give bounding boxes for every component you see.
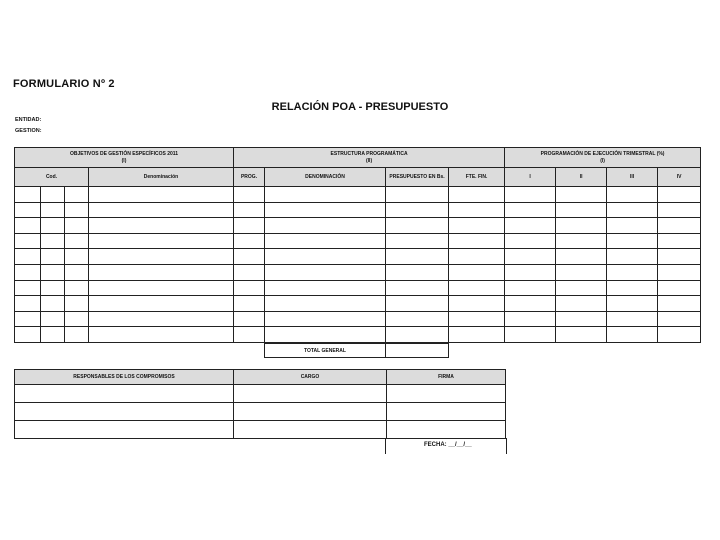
gestion-label: GESTION: [15,128,42,134]
table-cell[interactable] [89,264,234,280]
table-cell[interactable] [449,311,505,327]
table-cell[interactable] [15,385,234,403]
table-cell[interactable] [607,311,658,327]
table-cell[interactable] [41,249,65,265]
total-general-value[interactable] [386,344,449,358]
table-row [15,264,701,280]
table-cell[interactable] [265,218,386,234]
table-cell[interactable] [556,311,607,327]
table-cell[interactable] [15,327,41,343]
col-header-q2: II [556,168,607,187]
table-cell[interactable] [607,233,658,249]
table-cell[interactable] [387,403,506,421]
table-cell[interactable] [658,311,701,327]
table-cell[interactable] [505,296,556,312]
col-header-prog: PROG. [234,168,265,187]
group-header-label: ESTRUCTURA PROGRAMÁTICA [330,150,408,157]
table-cell[interactable] [607,249,658,265]
table-cell[interactable] [556,296,607,312]
document-title: RELACIÓN POA - PRESUPUESTO [271,101,449,113]
group-header-estructura [234,148,505,168]
table-cell[interactable] [505,187,556,203]
table-row [15,280,701,296]
table-cell[interactable] [449,218,505,234]
table-cell[interactable] [505,249,556,265]
table-cell[interactable] [265,202,386,218]
table-cell[interactable] [234,202,265,218]
table-cell[interactable] [449,249,505,265]
table-cell[interactable] [89,218,234,234]
table-cell[interactable] [386,280,449,296]
total-general-label: TOTAL GENERAL [265,344,386,358]
table-cell[interactable] [505,233,556,249]
table-cell[interactable] [234,421,387,439]
table-cell[interactable] [234,280,265,296]
table-cell[interactable] [65,233,89,249]
table-cell[interactable] [386,327,449,343]
table-cell[interactable] [234,385,387,403]
table-cell[interactable] [265,233,386,249]
table-cell[interactable] [556,264,607,280]
table-cell[interactable] [658,296,701,312]
table-cell[interactable] [658,187,701,203]
table-cell[interactable] [89,202,234,218]
table-cell[interactable] [234,218,265,234]
table-row [15,187,701,203]
table-cell[interactable] [41,296,65,312]
table-cell[interactable] [607,327,658,343]
table-cell[interactable] [449,187,505,203]
table-cell[interactable] [386,233,449,249]
table-cell[interactable] [41,280,65,296]
table-cell[interactable] [658,264,701,280]
table-cell[interactable] [89,280,234,296]
table-row [15,218,701,234]
group-header-sub: (II) [366,157,373,164]
table-cell[interactable] [607,202,658,218]
table-cell[interactable] [556,187,607,203]
table-cell[interactable] [41,233,65,249]
table-cell[interactable] [15,233,41,249]
table-cell[interactable] [386,218,449,234]
group-header-sub: (I) [121,157,127,164]
table-cell[interactable] [234,187,265,203]
table-row [15,403,506,421]
table-cell[interactable] [658,249,701,265]
table-cell[interactable] [15,218,41,234]
table-cell[interactable] [505,264,556,280]
table-cell[interactable] [658,218,701,234]
col-header-responsables: RESPONSABLES DE LOS COMPROMISOS [15,370,234,385]
group-header-row [15,148,701,168]
table-row [15,421,506,439]
group-header-sub: (I) [600,157,605,164]
table-cell[interactable] [505,280,556,296]
table-cell[interactable] [65,280,89,296]
table-cell[interactable] [265,264,386,280]
table-cell[interactable] [234,249,265,265]
table-row [15,327,701,343]
table-cell[interactable] [89,327,234,343]
table-cell[interactable] [15,187,41,203]
total-row [265,344,449,358]
col-header-q1: I [505,168,556,187]
table-cell[interactable] [505,311,556,327]
main-table-body [15,187,701,343]
table-cell[interactable] [386,249,449,265]
table-cell[interactable] [41,218,65,234]
table-cell[interactable] [265,296,386,312]
table-cell[interactable] [15,202,41,218]
table-cell[interactable] [556,218,607,234]
table-cell[interactable] [265,311,386,327]
table-cell[interactable] [386,202,449,218]
poa-budget-table [14,147,701,343]
table-cell[interactable] [65,327,89,343]
table-cell[interactable] [505,202,556,218]
table-cell[interactable] [265,187,386,203]
table-cell[interactable] [607,187,658,203]
table-cell[interactable] [265,327,386,343]
table-cell[interactable] [607,218,658,234]
table-cell[interactable] [265,249,386,265]
table-cell[interactable] [556,280,607,296]
col-header-presupuesto: PRESUPUESTO EN Bs. [386,168,449,187]
col-header-cargo: CARGO [234,370,387,385]
form-number: FORMULARIO Nº 2 [13,78,115,90]
column-header-row [15,168,701,187]
group-header-programacion [505,148,701,168]
table-cell[interactable] [234,233,265,249]
table-cell[interactable] [386,187,449,203]
table-row [15,233,701,249]
table-cell[interactable] [234,311,265,327]
table-cell[interactable] [386,296,449,312]
table-cell[interactable] [449,233,505,249]
col-header-firma: FIRMA [387,370,506,385]
group-header-label: OBJETIVOS DE GESTIÓN ESPECÍFICOS 2011 [69,150,179,157]
table-cell[interactable] [449,296,505,312]
responsables-table [14,369,506,439]
total-table [264,343,449,358]
table-cell[interactable] [65,187,89,203]
table-cell[interactable] [234,327,265,343]
table-row [15,249,701,265]
table-cell[interactable] [556,249,607,265]
table-cell[interactable] [15,280,41,296]
table-cell[interactable] [449,327,505,343]
table-cell[interactable] [41,311,65,327]
table-cell[interactable] [41,264,65,280]
col-header-denominacion-programatica: DENOMINACIÓN [265,168,386,187]
table-cell[interactable] [89,233,234,249]
table-cell[interactable] [15,249,41,265]
table-cell[interactable] [89,311,234,327]
col-header-fte-fin: FTE. FIN. [449,168,505,187]
table-cell[interactable] [15,421,234,439]
entidad-label: ENTIDAD: [15,117,42,123]
table-cell[interactable] [65,249,89,265]
responsables-header-row [15,370,506,385]
table-cell[interactable] [449,202,505,218]
table-cell[interactable] [234,264,265,280]
table-cell[interactable] [658,327,701,343]
group-header-label: PROGRAMACIÓN DE EJECUCIÓN TRIMESTRAL (%) [540,150,665,157]
col-header-denominacion: Denominación [89,168,234,187]
table-cell[interactable] [234,403,387,421]
responsables-table-body [15,385,506,439]
col-header-cod: Cod. [15,168,89,187]
table-row [15,385,506,403]
table-cell[interactable] [41,202,65,218]
table-cell[interactable] [658,233,701,249]
table-cell[interactable] [386,264,449,280]
group-header-objetivos [15,148,234,168]
table-cell[interactable] [505,327,556,343]
table-cell[interactable] [65,202,89,218]
table-cell[interactable] [386,311,449,327]
table-cell[interactable] [89,249,234,265]
table-cell[interactable] [556,327,607,343]
fecha-label: FECHA: __/__/__ [424,442,472,448]
col-header-q3: III [607,168,658,187]
table-cell[interactable] [41,187,65,203]
table-cell[interactable] [15,311,41,327]
table-cell[interactable] [41,327,65,343]
table-cell[interactable] [65,218,89,234]
table-cell[interactable] [65,264,89,280]
table-cell[interactable] [265,280,386,296]
table-cell[interactable] [387,385,506,403]
table-row [15,296,701,312]
col-header-q4: IV [658,168,701,187]
table-cell[interactable] [65,311,89,327]
table-cell[interactable] [65,296,89,312]
table-cell[interactable] [658,280,701,296]
table-cell[interactable] [658,202,701,218]
table-cell[interactable] [15,296,41,312]
table-cell[interactable] [607,296,658,312]
table-cell[interactable] [89,296,234,312]
table-cell[interactable] [556,202,607,218]
table-cell[interactable] [607,280,658,296]
table-cell[interactable] [449,264,505,280]
table-row [15,202,701,218]
table-cell[interactable] [15,264,41,280]
table-cell[interactable] [607,264,658,280]
table-cell[interactable] [505,218,556,234]
table-cell[interactable] [234,296,265,312]
table-row [15,311,701,327]
table-cell[interactable] [89,187,234,203]
table-cell[interactable] [387,421,506,439]
table-cell[interactable] [15,403,234,421]
table-cell[interactable] [449,280,505,296]
table-cell[interactable] [556,233,607,249]
